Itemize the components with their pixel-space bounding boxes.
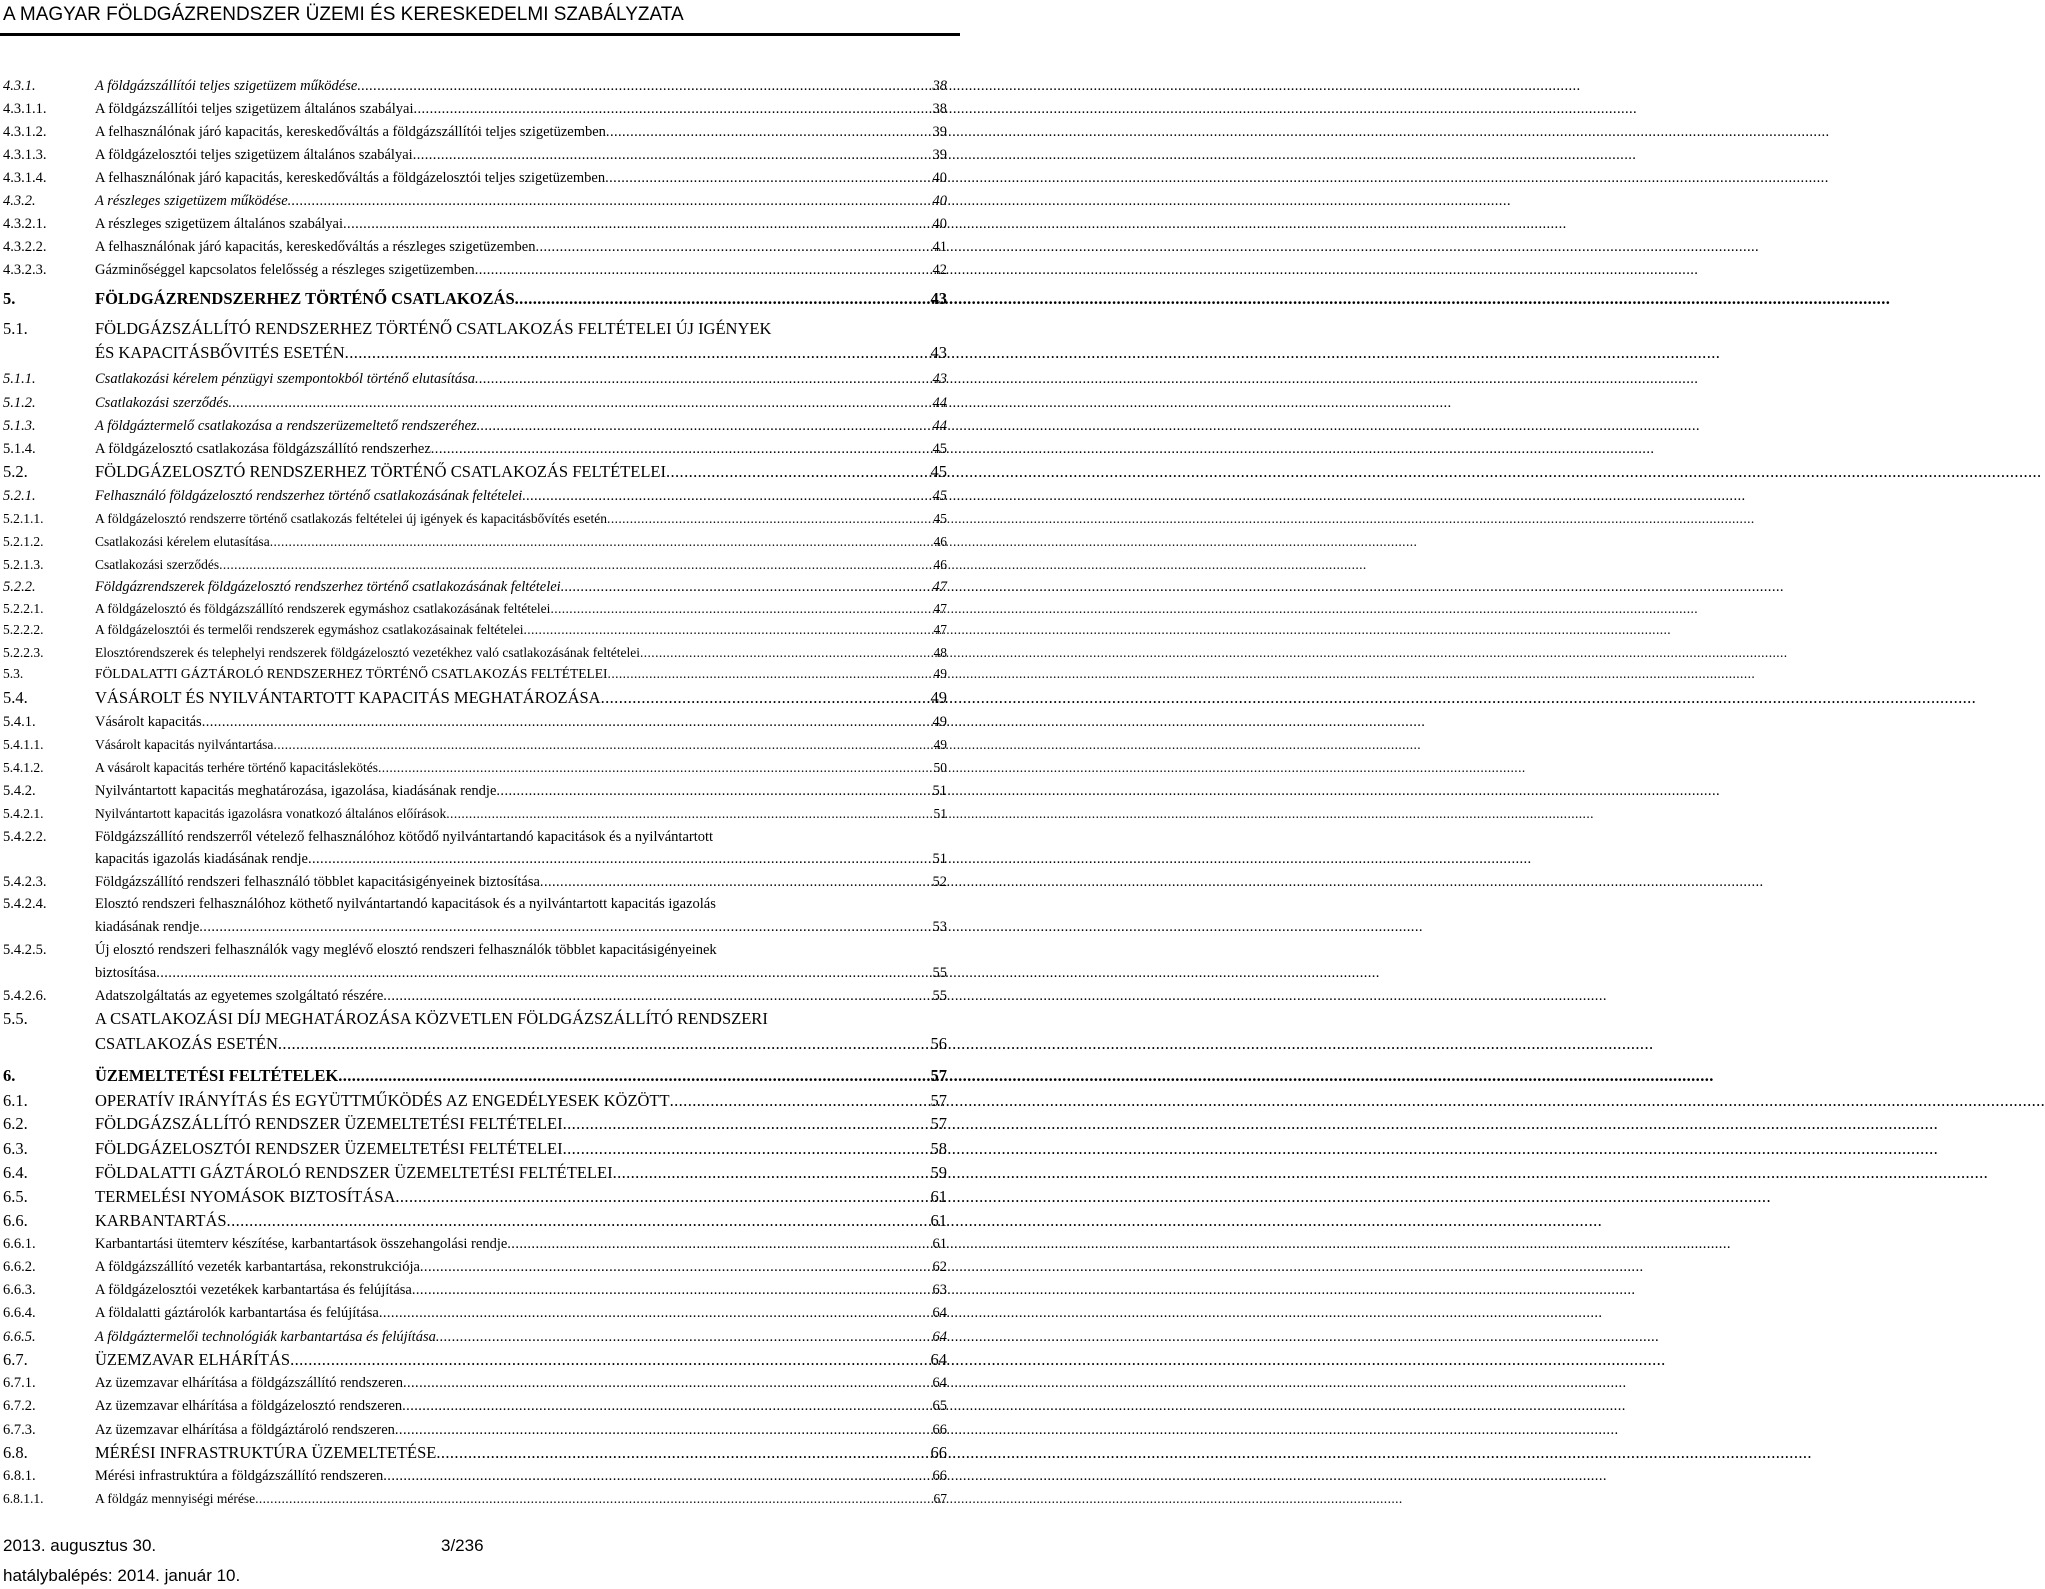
toc-dot-leader [357, 76, 930, 96]
toc-entry-number: 6.5. [3, 1187, 28, 1206]
toc-entry[interactable] [3, 986, 947, 1006]
toc-entry-title: FÖLDGÁZSZÁLLÍTÓ RENDSZER ÜZEMELTETÉSI FELTÉTELEI [95, 1114, 563, 1133]
toc-entry-title: A földgázelosztói és termelői rendszerek egymáshoz csatlakozásainak feltételei [95, 622, 524, 637]
toc-entry-number: 6.6. [3, 1211, 28, 1230]
toc-entry-title: A földgázelosztó rendszerre történő csatlakozás feltételei új igények és kapacitásbővítés esetén [95, 511, 608, 526]
toc-entry-number: 5.1.2. [3, 395, 36, 411]
toc-entry[interactable] [3, 1489, 947, 1509]
toc-dot-leader [270, 532, 932, 552]
toc-entry-number: 6.6.1. [3, 1236, 36, 1252]
toc-entry-title: A földgázelosztói teljes szigetüzem általános szabályai [95, 147, 413, 163]
toc-entry-page: 51 [933, 806, 947, 821]
toc-dot-leader [228, 393, 930, 413]
toc-entry[interactable] [3, 804, 947, 824]
toc-entry[interactable] [3, 555, 947, 575]
toc-dot-leader [402, 1396, 930, 1416]
toc-entry-number: 5.2.2.2. [3, 622, 44, 637]
toc-entry-number: 4.3.1.3. [3, 147, 47, 163]
toc-entry-number: 5.4.2.3. [3, 874, 47, 890]
toc-dot-leader [640, 643, 932, 663]
toc-entry-page: 57 [930, 1091, 947, 1110]
toc-entry[interactable] [3, 416, 947, 436]
toc-entry[interactable] [3, 76, 947, 96]
toc-entry-number: 6.7. [3, 1350, 28, 1369]
toc-entry-page: 66 [932, 1468, 947, 1484]
toc-entry[interactable] [3, 577, 947, 597]
toc-dot-leader [395, 1420, 931, 1440]
toc-entry-page: 43 [932, 371, 947, 387]
toc-dot-leader [608, 664, 932, 684]
toc-dot-leader [199, 917, 930, 937]
toc-entry-number: 6.8.1. [3, 1468, 36, 1484]
toc-entry-title: TERMELÉSI NYOMÁSOK BIZTOSÍTÁSA [95, 1187, 396, 1206]
toc-entry-page: 64 [932, 1375, 947, 1391]
toc-entry-number: 6.6.4. [3, 1305, 36, 1321]
toc-entry-page: 46 [933, 557, 947, 572]
toc-entry-page: 42 [932, 262, 947, 278]
footer-effective-date: hatálybalépés: 2014. január 10. [3, 1566, 241, 1585]
toc-entry[interactable] [3, 827, 947, 847]
toc-entry-number: 6.6.5. [3, 1329, 36, 1345]
toc-entry-page: 66 [930, 1443, 947, 1462]
toc-entry-title: MÉRÉSI INFRASTRUKTÚRA ÜZEMELTETÉSE [95, 1443, 437, 1462]
toc-entry[interactable] [3, 1443, 947, 1463]
toc-dot-leader [308, 849, 931, 869]
toc-dot-leader [395, 1187, 928, 1207]
toc-entry[interactable] [3, 462, 947, 482]
toc-entry[interactable] [3, 1466, 947, 1486]
toc-entry-number: 5.4.1. [3, 714, 36, 730]
toc-entry[interactable] [3, 289, 947, 309]
toc-dot-leader [670, 1091, 929, 1111]
toc-entry-title: Karbantartási ütemterv készítése, karbantartások összehangolási rendje [95, 1236, 508, 1252]
toc-dot-leader [606, 122, 931, 142]
toc-entry-number: 5.5. [3, 1009, 28, 1028]
toc-entry-title: ÜZEMELTETÉSI FELTÉTELEK [95, 1066, 339, 1085]
toc-entry[interactable] [3, 664, 947, 684]
toc-entry-title: A részleges szigetüzem működése [95, 193, 288, 209]
toc-entry-title: Földgázrendszerek földgázelosztó rendszerhez történő csatlakozásának feltételei [95, 579, 561, 595]
toc-dot-leader [413, 99, 930, 119]
toc-entry-number: 5.1.4. [3, 441, 36, 457]
toc-dot-leader [515, 289, 929, 309]
toc-entry-page: 43 [930, 289, 947, 308]
toc-entry-number: 4.3.1.1. [3, 101, 47, 117]
toc-entry[interactable] [3, 1091, 947, 1111]
toc-entry[interactable] [3, 1211, 947, 1231]
toc-entry-title: Mérési infrastruktúra a földgázszállító rendszeren [95, 1468, 384, 1484]
toc-entry[interactable] [3, 393, 947, 413]
toc-entry-page: 64 [932, 1305, 947, 1321]
toc-dot-leader [475, 369, 930, 389]
toc-dot-leader [666, 462, 929, 482]
toc-dot-leader [477, 416, 931, 436]
toc-entry[interactable] [3, 168, 947, 188]
toc-entry-title: A földgázszállító vezeték karbantartása, rekonstrukciója [95, 1259, 420, 1275]
toc-entry-number: 5.2. [3, 462, 28, 481]
toc-dot-leader [535, 237, 930, 257]
toc-dot-leader [288, 191, 931, 211]
toc-entry-title: Felhasználó földgázelosztó rendszerhez történő csatlakozásának feltételei [95, 488, 523, 504]
toc-entry[interactable] [3, 1327, 947, 1347]
toc-dot-leader [227, 1211, 929, 1231]
toc-dot-leader [431, 439, 931, 459]
document-header-title: A MAGYAR FÖLDGÁZRENDSZER ÜZEMI ÉS KERESKEDELMI SZABÁLYZATA [3, 4, 684, 25]
toc-entry[interactable] [3, 532, 947, 552]
toc-dot-leader [613, 1163, 929, 1183]
toc-entry-number: 6.1. [3, 1091, 28, 1110]
toc-entry-page: 55 [932, 965, 947, 981]
toc-entry-title: A felhasználónak járó kapacitás, kereskedőváltás a részleges szigetüzemben [95, 239, 536, 255]
toc-entry-page: 49 [932, 714, 947, 730]
toc-entry-page: 44 [932, 418, 947, 434]
toc-entry-page: 40 [932, 216, 947, 232]
toc-entry-page: 47 [933, 622, 947, 637]
toc-dot-leader [605, 168, 930, 188]
toc-entry-page: 57 [930, 1114, 947, 1133]
toc-entry-title: Vásárolt kapacitás [95, 714, 202, 730]
toc-entry-page: 55 [932, 988, 947, 1004]
toc-dot-leader [550, 599, 931, 619]
toc-entry-page: 47 [932, 579, 947, 595]
toc-entry-title: Az üzemzavar elhárítása a földgáztároló rendszeren [95, 1422, 395, 1438]
toc-entry-number: 5.1. [3, 319, 28, 338]
toc-entry-page: 64 [930, 1350, 947, 1369]
toc-entry-title: biztosítása [95, 965, 157, 981]
toc-entry-number: 6.2. [3, 1114, 28, 1133]
toc-entry-title: Nyilvántartott kapacitás igazolásra vonatkozó általános előírások [95, 806, 447, 821]
toc-entry-number: 5.2.1. [3, 488, 36, 504]
toc-entry-number: 5.4.2.1. [3, 806, 44, 821]
toc-entry-page: 59 [930, 1163, 947, 1182]
toc-entry[interactable] [3, 894, 947, 914]
toc-dot-leader [607, 509, 931, 529]
toc-entry-page: 64 [932, 1329, 947, 1345]
toc-entry-title: A földgázszállítói teljes szigetüzem általános szabályai [95, 101, 414, 117]
toc-entry[interactable] [3, 1280, 947, 1300]
toc-entry[interactable] [95, 343, 947, 363]
toc-dot-leader [202, 712, 931, 732]
toc-entry-page: 61 [930, 1211, 947, 1230]
toc-entry-number: 6. [3, 1066, 16, 1085]
footer-page-number: 3/236 [441, 1536, 484, 1555]
toc-entry-number: 5.4. [3, 688, 28, 707]
toc-entry-title: FÖLDGÁZSZÁLLÍTÓ RENDSZERHEZ TÖRTÉNŐ CSATLAKOZÁS FELTÉTELEI ÚJ IGÉNYEK [95, 319, 772, 338]
toc-entry[interactable] [3, 1257, 947, 1277]
toc-dot-leader [436, 1327, 931, 1347]
toc-entry-title: A részleges szigetüzem általános szabályai [95, 216, 344, 232]
toc-entry-number: 4.3.1. [3, 78, 36, 94]
toc-entry-number: 5.4.1.2. [3, 760, 44, 775]
toc-entry-number: 5.4.2. [3, 783, 36, 799]
toc-dot-leader [156, 963, 930, 983]
toc-entry-title: FÖLDALATTI GÁZTÁROLÓ RENDSZER ÜZEMELTETÉSI FELTÉTELEI [95, 1163, 613, 1182]
toc-entry-title: VÁSÁROLT ÉS NYILVÁNTARTOTT KAPACITÁS MEGHATÁROZÁSA [95, 688, 601, 707]
toc-entry-title: FÖLDGÁZELOSZTÓ RENDSZERHEZ TÖRTÉNŐ CSATLAKOZÁS FELTÉTELEI [95, 462, 666, 481]
toc-entry[interactable] [3, 688, 947, 708]
toc-entry-number: 5.2.1.2. [3, 534, 44, 549]
toc-entry-title: Földgázszállító rendszeri felhasználó többlet kapacitásigényeinek biztosítása [95, 874, 540, 890]
toc-entry[interactable] [3, 214, 947, 234]
toc-entry-page: 51 [932, 851, 947, 867]
toc-entry-title: A földgázelosztói vezetékek karbantartása és felújítása [95, 1282, 412, 1298]
toc-entry-number: 5.1.1. [3, 371, 36, 387]
toc-entry[interactable] [3, 712, 947, 732]
toc-entry-title: Adatszolgáltatás az egyetemes szolgáltató részére [95, 988, 384, 1004]
toc-dot-leader [523, 620, 931, 640]
toc-entry-number: 5.2.2. [3, 579, 36, 595]
toc-dot-leader [561, 577, 931, 597]
toc-entry-page: 47 [933, 601, 947, 616]
toc-dot-leader [446, 804, 931, 824]
toc-entry-page: 46 [933, 534, 947, 549]
toc-entry[interactable] [3, 369, 947, 389]
toc-dot-leader [343, 214, 930, 234]
toc-entry[interactable] [3, 509, 947, 529]
toc-entry-page: 43 [930, 343, 947, 362]
toc-entry-page: 58 [930, 1139, 947, 1158]
toc-entry-title: Az üzemzavar elhárítása a földgázszállító rendszeren [95, 1375, 403, 1391]
toc-entry-title: Gázminőséggel kapcsolatos felelősség a részleges szigetüzemben [95, 262, 475, 278]
toc-dot-leader [412, 1280, 931, 1300]
toc-dot-leader [383, 1466, 930, 1486]
toc-entry-title: FÖLDGÁZRENDSZERHEZ TÖRTÉNŐ CSATLAKOZÁS [95, 289, 515, 308]
toc-entry-page: 39 [932, 147, 947, 163]
toc-dot-leader [290, 1350, 928, 1370]
toc-entry[interactable] [3, 1396, 947, 1416]
toc-entry-title: Csatlakozási kérelem elutasítása [95, 534, 270, 549]
toc-entry-number: 5. [3, 289, 16, 308]
toc-entry-page: 41 [932, 239, 947, 255]
toc-dot-leader [345, 343, 929, 363]
toc-entry-title: A földgáztermelői technológiák karbantartása és felújítása [95, 1329, 436, 1345]
toc-entry[interactable] [3, 940, 947, 960]
toc-entry-number: 4.3.1.4. [3, 170, 47, 186]
toc-entry[interactable] [3, 872, 947, 892]
toc-entry-page: 67 [933, 1491, 947, 1506]
toc-entry-page: 38 [932, 78, 947, 94]
toc-entry-page: 62 [932, 1259, 947, 1275]
toc-entry[interactable] [3, 735, 947, 755]
toc-entry-number: 5.1.3. [3, 418, 36, 434]
toc-entry-number: 5.2.1.3. [3, 557, 44, 572]
toc-entry[interactable] [3, 99, 947, 119]
toc-entry[interactable] [3, 1066, 947, 1086]
toc-entry-page: 49 [933, 737, 947, 752]
toc-entry[interactable] [3, 1350, 947, 1370]
toc-entry-number: 4.3.2.1. [3, 216, 47, 232]
toc-entry-number: 4.3.2.2. [3, 239, 47, 255]
toc-entry[interactable] [3, 1139, 947, 1159]
toc-entry-title: CSATLAKOZÁS ESETÉN [95, 1034, 278, 1053]
toc-entry-number: 6.7.1. [3, 1375, 36, 1391]
toc-entry-number: 5.3. [3, 666, 24, 681]
toc-entry-page: 52 [932, 874, 947, 890]
toc-entry-title: A vásárolt kapacitás terhére történő kapacitáslekötés [95, 760, 379, 775]
toc-entry-title: FÖLDALATTI GÁZTÁROLÓ RENDSZERHEZ TÖRTÉNŐ CSATLAKOZÁS FELTÉTELEI [95, 666, 608, 681]
toc-entry-number: 5.4.2.4. [3, 896, 47, 912]
toc-dot-leader [420, 1257, 931, 1277]
toc-dot-leader [403, 1373, 931, 1393]
toc-entry-page: 45 [932, 441, 947, 457]
toc-entry-number: 5.4.2.5. [3, 942, 47, 958]
toc-entry-title: Csatlakozási szerződés [95, 557, 220, 572]
toc-dot-leader [436, 1443, 928, 1463]
footer-date: 2013. augusztus 30. [3, 1536, 157, 1555]
toc-entry-number: 6.3. [3, 1139, 28, 1158]
toc-entry-title: KARBANTARTÁS [95, 1211, 227, 1230]
toc-entry[interactable] [95, 849, 947, 869]
toc-entry-page: 56 [930, 1034, 947, 1053]
toc-entry[interactable] [3, 237, 947, 257]
toc-entry-title: kapacitás igazolás kiadásának rendje [95, 851, 308, 867]
toc-entry[interactable] [3, 439, 947, 459]
toc-entry-title: FÖLDGÁZELOSZTÓI RENDSZER ÜZEMELTETÉSI FELTÉTELEI [95, 1139, 563, 1158]
toc-entry-number: 5.4.2.6. [3, 988, 47, 1004]
toc-entry-page: 61 [932, 1236, 947, 1252]
toc-entry-page: 49 [933, 666, 947, 681]
toc-entry-title: Elosztó rendszeri felhasználóhoz köthető nyilvántartandó kapacitások és a nyilvántartott kapacitás igazolás [95, 896, 716, 912]
toc-entry[interactable] [3, 1009, 947, 1029]
toc-entry-title: Elosztórendszerek és telephelyi rendszerek földgázelosztó vezetékhez való csatlakozásának feltételei [95, 645, 640, 660]
toc-entry-title: Nyilvántartott kapacitás meghatározása, igazolása, kiadásának rendje [95, 783, 497, 799]
toc-entry-page: 45 [930, 462, 947, 481]
toc-entry-number: 5.4.1.1. [3, 737, 44, 752]
toc-entry-number: 6.6.2. [3, 1259, 36, 1275]
toc-entry-title: kiadásának rendje [95, 919, 200, 935]
toc-dot-leader [413, 145, 931, 165]
toc-dot-leader [379, 1303, 931, 1323]
toc-entry-title: Földgázszállító rendszerről vételező felhasználóhoz kötődő nyilvántartandó kapacitások és a nyilvántartott [95, 829, 714, 845]
toc-entry-page: 53 [932, 919, 947, 935]
toc-entry-number: 5.2.2.3. [3, 645, 44, 660]
toc-entry-title: A CSATLAKOZÁSI DÍJ MEGHATÁROZÁSA KÖZVETLEN FÖLDGÁZSZÁLLÍTÓ RENDSZERI [95, 1009, 768, 1028]
toc-entry-page: 39 [932, 124, 947, 140]
toc-entry[interactable] [3, 643, 947, 663]
toc-entry-title: Csatlakozási kérelem pénzügyi szempontokból történő elutasítása [95, 371, 476, 387]
toc-entry-title: Csatlakozási szerződés [95, 395, 229, 411]
toc-entry[interactable] [3, 1187, 947, 1207]
toc-entry[interactable] [3, 1234, 947, 1254]
toc-entry-page: 40 [932, 170, 947, 186]
toc-dot-leader [507, 1234, 930, 1254]
toc-entry-number: 6.4. [3, 1163, 28, 1182]
toc-entry[interactable] [95, 917, 947, 937]
toc-entry[interactable] [3, 1303, 947, 1323]
toc-entry-page: 49 [930, 688, 947, 707]
toc-entry-number: 6.8.1.1. [3, 1491, 44, 1506]
toc-dot-leader [496, 781, 930, 801]
toc-entry-number: 6.8. [3, 1443, 28, 1462]
toc-dot-leader [522, 486, 930, 506]
toc-entry-page: 38 [932, 101, 947, 117]
toc-entry-title: Vásárolt kapacitás nyilvántartása [95, 737, 274, 752]
toc-entry-title: A felhasználónak járó kapacitás, kereskedőváltás a földgázszállítói teljes szigetüzemben [95, 124, 606, 140]
toc-entry[interactable] [95, 963, 947, 983]
toc-dot-leader [475, 260, 931, 280]
toc-entry-number: 6.6.3. [3, 1282, 36, 1298]
toc-entry[interactable] [3, 145, 947, 165]
toc-dot-leader [338, 1066, 928, 1086]
toc-entry-page: 61 [930, 1187, 947, 1206]
toc-entry[interactable] [3, 1420, 947, 1440]
toc-dot-leader [273, 735, 931, 755]
toc-entry-page: 44 [932, 395, 947, 411]
toc-entry-title: A földgáztermelő csatlakozása a rendszerüzemeltető rendszeréhez [95, 418, 477, 434]
toc-entry-title: ÉS KAPACITÁSBŐVITÉS ESETÉN [95, 343, 345, 362]
toc-entry-page: 50 [933, 760, 947, 775]
toc-entry-page: 45 [933, 511, 947, 526]
toc-entry[interactable] [95, 1034, 947, 1054]
toc-entry[interactable] [3, 1163, 947, 1183]
toc-entry-number: 5.4.2.2. [3, 829, 47, 845]
toc-entry[interactable] [3, 781, 947, 801]
toc-entry-title: A földalatti gáztárolók karbantartása és felújítása [95, 1305, 379, 1321]
toc-entry-number: 5.2.1.1. [3, 511, 44, 526]
toc-entry-title: OPERATÍV IRÁNYÍTÁS ÉS EGYÜTTMŰKÖDÉS AZ ENGEDÉLYESEK KÖZÖTT [95, 1091, 670, 1110]
toc-entry[interactable] [3, 599, 947, 619]
toc-dot-leader [378, 758, 931, 778]
toc-dot-leader [601, 688, 929, 708]
toc-entry[interactable] [3, 319, 947, 339]
toc-entry-title: A földgázszállítói teljes szigetüzem működése [95, 78, 358, 94]
toc-dot-leader [563, 1114, 929, 1134]
toc-entry-page: 48 [933, 645, 947, 660]
table-of-contents [0, 0, 960, 1589]
toc-entry-page: 45 [932, 488, 947, 504]
toc-entry[interactable] [3, 620, 947, 640]
toc-entry[interactable] [3, 1114, 947, 1134]
toc-entry-number: 4.3.2.3. [3, 262, 47, 278]
toc-entry-page: 66 [932, 1422, 947, 1438]
toc-entry[interactable] [3, 260, 947, 280]
toc-dot-leader [563, 1139, 929, 1159]
toc-entry[interactable] [3, 191, 947, 211]
toc-entry-page: 63 [932, 1282, 947, 1298]
toc-entry-page: 40 [932, 193, 947, 209]
toc-entry-title: Az üzemzavar elhárítása a földgázelosztó rendszeren [95, 1398, 403, 1414]
toc-entry-page: 65 [932, 1398, 947, 1414]
toc-entry-title: ÜZEMZAVAR ELHÁRÍTÁS [95, 1350, 291, 1369]
toc-entry-number: 6.7.2. [3, 1398, 36, 1414]
toc-entry[interactable] [3, 486, 947, 506]
toc-entry[interactable] [3, 758, 947, 778]
toc-dot-leader [219, 555, 931, 575]
toc-dot-leader [383, 986, 930, 1006]
toc-entry-title: A földgáz mennyiségi mérése [95, 1491, 256, 1506]
toc-entry-number: 4.3.2. [3, 193, 36, 209]
toc-entry-page: 57 [930, 1066, 947, 1085]
toc-entry-number: 4.3.1.2. [3, 124, 47, 140]
toc-entry-number: 6.7.3. [3, 1422, 36, 1438]
toc-entry-title: A felhasználónak járó kapacitás, kereskedőváltás a földgázelosztói teljes szigetüzemben [95, 170, 606, 186]
toc-dot-leader [255, 1489, 931, 1509]
toc-dot-leader [540, 872, 931, 892]
toc-entry[interactable] [3, 1373, 947, 1393]
toc-dot-leader [278, 1034, 929, 1054]
toc-entry-title: A földgázelosztó és földgázszállító rendszerek egymáshoz csatlakozásának feltételei [95, 601, 551, 616]
toc-entry-page: 51 [932, 783, 947, 799]
toc-entry-title: Új elosztó rendszeri felhasználók vagy meglévő elosztó rendszeri felhasználók többlet kapacitásigényeinek [95, 942, 717, 958]
toc-entry-title: A földgázelosztó csatlakozása földgázszállító rendszerhez [95, 441, 431, 457]
toc-entry-number: 5.2.2.1. [3, 601, 44, 616]
toc-entry[interactable] [3, 122, 947, 142]
